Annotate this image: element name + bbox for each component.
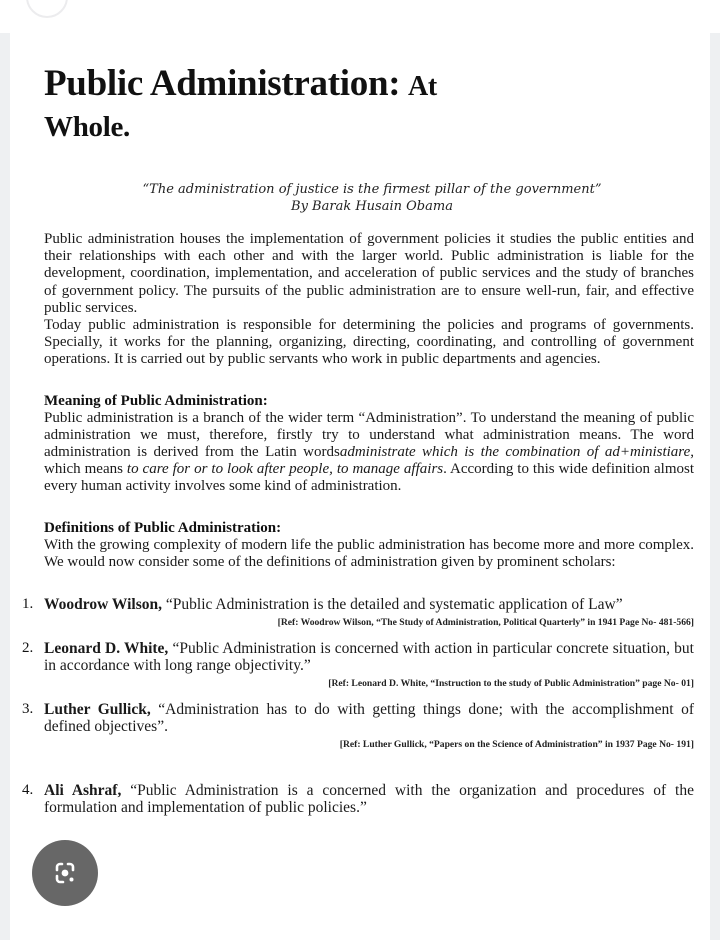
- definition-number: 3.: [22, 700, 34, 717]
- page-title: [44, 61, 694, 147]
- definition-reference: [Ref: Luther Gullick, “Papers on the Science of Administration” in 1937 Page No- 191]: [339, 738, 694, 750]
- epigraph-quote: “The administration of justice is the firmest pillar of the government”: [142, 182, 602, 197]
- definitions-heading: Definitions of Public Administration:: [44, 519, 282, 536]
- meaning-italic-2: to care for or to look after people, to manage affairs: [126, 461, 444, 478]
- definition-item: [22, 640, 694, 691]
- definition-author: Luther Gullick,: [44, 700, 151, 718]
- meaning-paragraph: [44, 410, 694, 496]
- definition-item: [22, 782, 694, 817]
- title-line2: Whole.: [44, 111, 131, 143]
- meaning-heading: Meaning of Public Administration:: [44, 392, 268, 409]
- meaning-text-3: . According to this wide definition almost every human activity involves some kind of administration.: [44, 461, 694, 495]
- lens-camera-icon: [49, 857, 81, 889]
- definition-quote: “Public Administration is a concerned with the organization and procedures of the formulation and implementation of public policies.”: [44, 781, 694, 817]
- title-main: Public Administration:: [44, 63, 401, 104]
- document-content: [22, 61, 694, 827]
- lens-search-button[interactable]: [32, 840, 98, 906]
- definition-item: [22, 701, 694, 752]
- definitions-intro: With the growing complexity of modern life the public administration has become more and more complex. We would now consider some of the definitions of administration given by prominent scholars:: [44, 536, 694, 570]
- definition-author: Ali Ashraf,: [44, 781, 122, 799]
- epigraph-attribution: By Barak Husain Obama: [291, 199, 453, 214]
- definition-quote: “Administration has to do with getting things done; with the accomplishment of defined objectives”.: [44, 700, 694, 736]
- definition-author: Woodrow Wilson,: [44, 596, 163, 614]
- title-tail: At: [407, 71, 437, 102]
- intro-paragraph-1: Public administration houses the implementation of government policies it studies the public entities and their relationships with each other and with the larger world. Public administration is liable for the development, coordination, implementation, and acceleration of public services and the study of branches of government policy. The pursuits of the public administration are to ensure well-run, fair, and effective public services.: [44, 231, 694, 316]
- meaning-text-1: Public administration is a branch of the wider term “Administration”. To understand the meaning of public administration we must, therefore, firstly try to understand what administration means. The word administration is derived from the Latin words: [44, 409, 694, 461]
- intro-paragraph-2: Today public administration is responsible for determining the policies and programs of governments. Specially, it works for the planning, organizing, directing, coordinating, and controlling of government operations. It is carried out by public servants who work in public departments and agencies.: [44, 317, 694, 368]
- definition-number: 1.: [22, 596, 34, 613]
- definitions-list: [22, 596, 694, 817]
- definition-quote: “Public Administration is concerned with action in particular concrete situation, but in accordance with long range objectivity.”: [44, 639, 694, 675]
- definition-reference: [Ref: Leonard D. White, “Instruction to the study of Public Administration” page No- 01]: [328, 677, 694, 689]
- definition-text: [44, 782, 694, 817]
- definition-quote: “Public Administration is the detailed and systematic application of Law”: [162, 596, 623, 614]
- definition-reference: [Ref: Woodrow Wilson, “The Study of Administration, Political Quarterly” in 1941 Page No- 481-566]: [277, 616, 694, 628]
- definition-author: Leonard D. White,: [44, 639, 169, 657]
- definition-text: [44, 596, 694, 614]
- definition-number: 4.: [22, 781, 34, 798]
- definition-item: [22, 596, 694, 630]
- definition-text: [44, 701, 694, 736]
- meaning-italic-1: administrate which is the combination of ad+ministiare: [339, 444, 691, 461]
- definition-text: [44, 640, 694, 675]
- meaning-text-2: , which means: [44, 444, 694, 478]
- top-round-button[interactable]: [26, 0, 68, 18]
- epigraph: [50, 181, 694, 215]
- definition-number: 2.: [22, 639, 34, 656]
- document-image: [10, 33, 710, 940]
